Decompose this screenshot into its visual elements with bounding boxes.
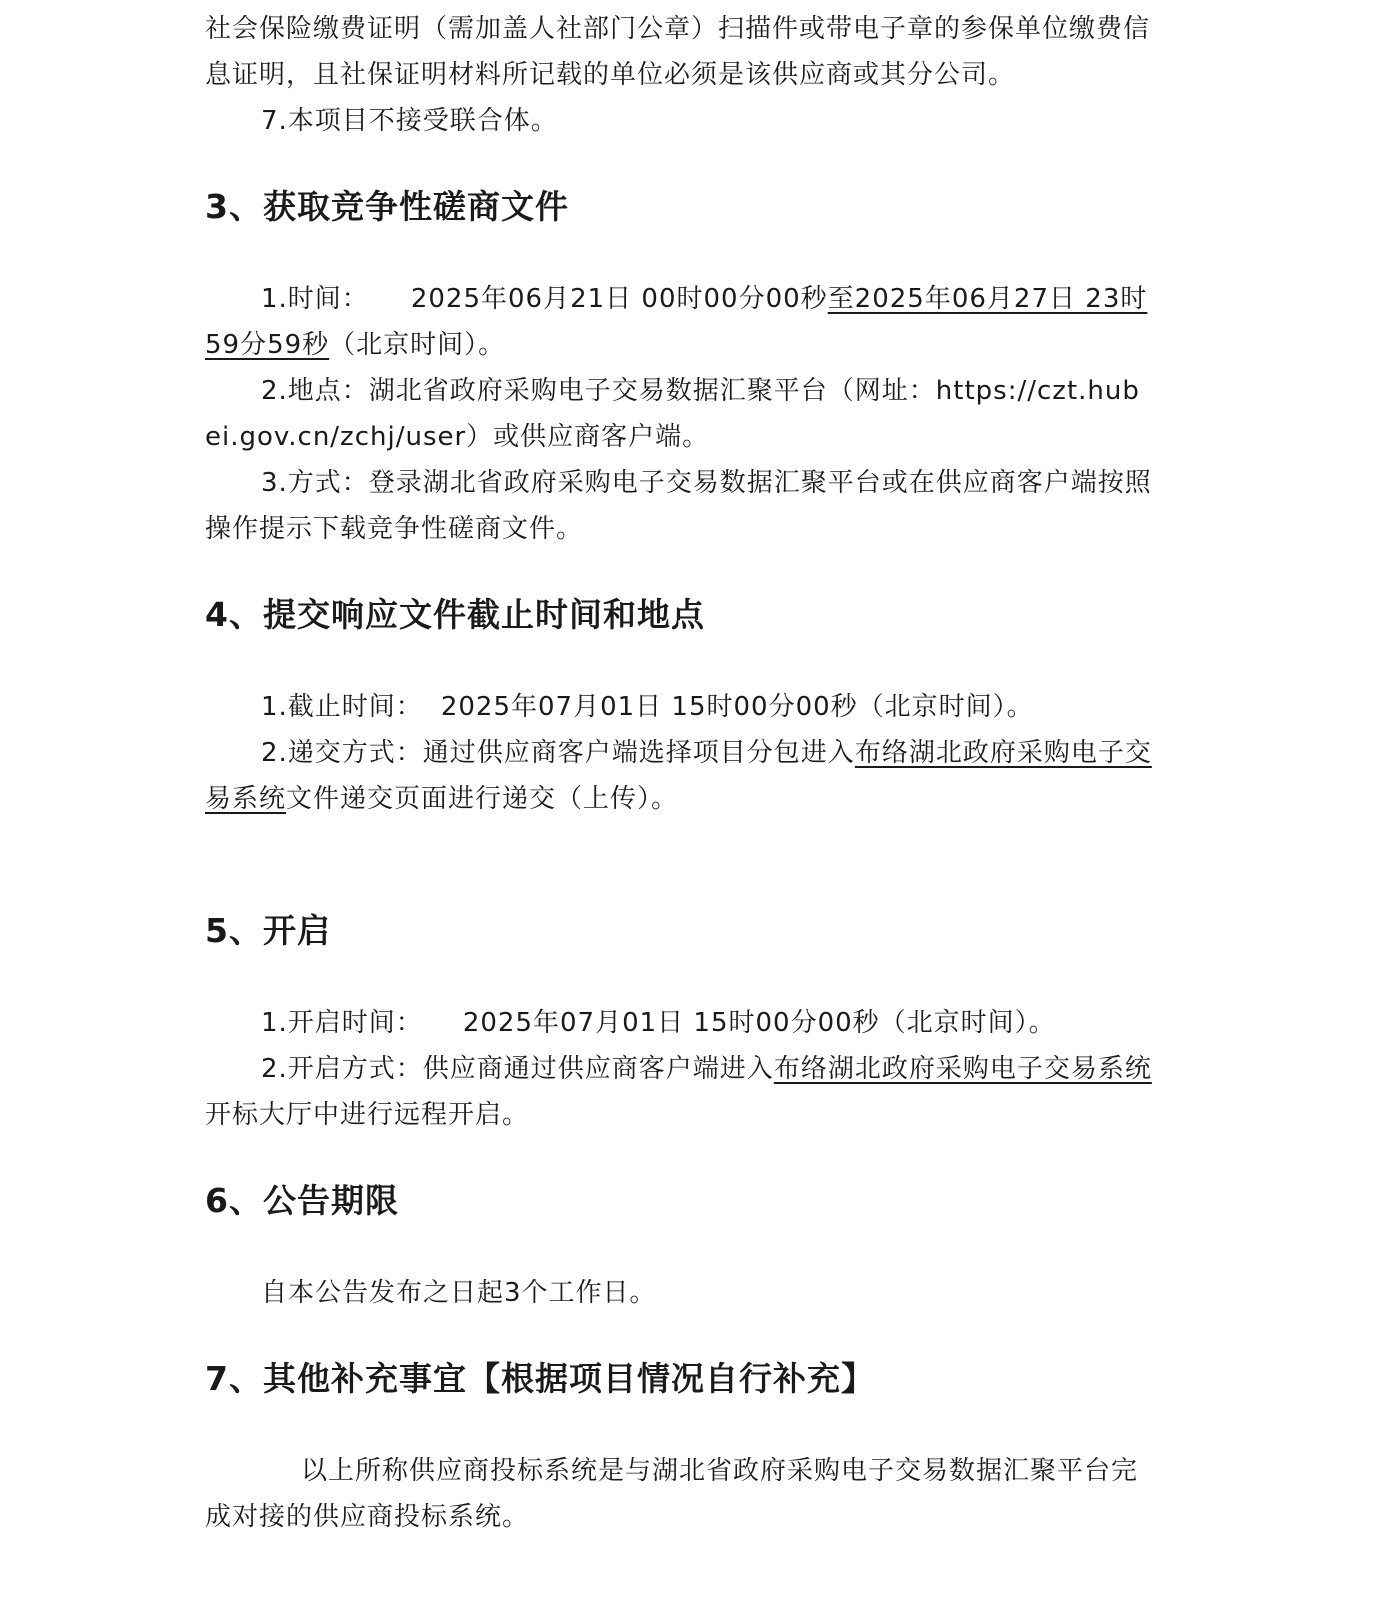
sec5-system-link[interactable]: 布络湖北政府采购电子交易系统 — [773, 1054, 1152, 1084]
section-6-heading: 6、公告期限 — [205, 1181, 399, 1220]
section-3-heading: 3、获取竞争性磋商文件 — [205, 187, 569, 226]
sec3-place-paragraph: 2.地点：湖北省政府采购电子交易数据汇聚平台（网址：https://czt.hubei.gov.cn/zchj/user）或供应商客户端。 — [205, 376, 1140, 452]
sec3-method-paragraph: 3.方式：登录湖北省政府采购电子交易数据汇聚平台或在供应商客户端按照操作提示下载竞争性磋商文件。 — [205, 468, 1152, 544]
section-7-heading: 7、其他补充事宜【根据项目情况自行补充】 — [205, 1359, 875, 1398]
sec3-time-end: 至2025年06月27日 23时59分59秒 — [205, 284, 1148, 360]
section-4-heading: 4、提交响应文件截止时间和地点 — [205, 595, 705, 634]
sec5-open-value: 2025年07月01日 15时00分00秒（北京时间）。 — [462, 1008, 1056, 1038]
sec4-submit-suffix: 文件递交页面进行递交（上传）。 — [286, 784, 679, 814]
sec5-open-label: 1.开启时间： — [261, 1008, 423, 1038]
sec4-deadline-label: 1.截止时间： — [261, 692, 423, 722]
section-5-heading: 5、开启 — [205, 911, 331, 950]
sec4-deadline-value: 2025年07月01日 15时00分00秒（北京时间）。 — [440, 692, 1034, 722]
sec4-submit-paragraph — [205, 730, 1155, 822]
sec6-text: 自本公告发布之日起3个工作日。 — [261, 1278, 657, 1308]
sec5-mode-suffix: 开标大厅中进行远程开启。 — [205, 1100, 530, 1130]
sec4-deadline-paragraph — [205, 684, 1155, 730]
sec5-mode-prefix: 2.开启方式：供应商通过供应商客户端进入 — [261, 1054, 774, 1084]
sec3-time-start: 2025年06月21日 00时00分00秒 — [410, 284, 828, 314]
sec3-time-suffix: （北京时间）。 — [329, 330, 506, 360]
consortium-clause: 7.本项目不接受联合体。 — [261, 106, 558, 136]
document-body — [205, 0, 1155, 1540]
sec5-open-time-paragraph — [205, 1000, 1155, 1046]
sec5-mode-paragraph — [205, 1046, 1155, 1138]
sec3-time-paragraph — [205, 276, 1155, 368]
social-insurance-paragraph: 社会保险缴费证明（需加盖人社部门公章）扫描件或带电子章的参保单位缴费信息证明，且社保证明材料所记载的单位必须是该供应商或其分公司。 — [205, 14, 1151, 90]
sec4-system-link[interactable]: 布络湖北政府采购电子交易系统 — [205, 738, 1152, 814]
sec7-text: 以上所称供应商投标系统是与湖北省政府采购电子交易数据汇聚平台完成对接的供应商投标系统。 — [205, 1456, 1139, 1532]
sec3-time-label: 1.时间： — [261, 284, 369, 314]
sec4-submit-prefix: 2.递交方式：通过供应商客户端选择项目分包进入 — [261, 738, 855, 768]
